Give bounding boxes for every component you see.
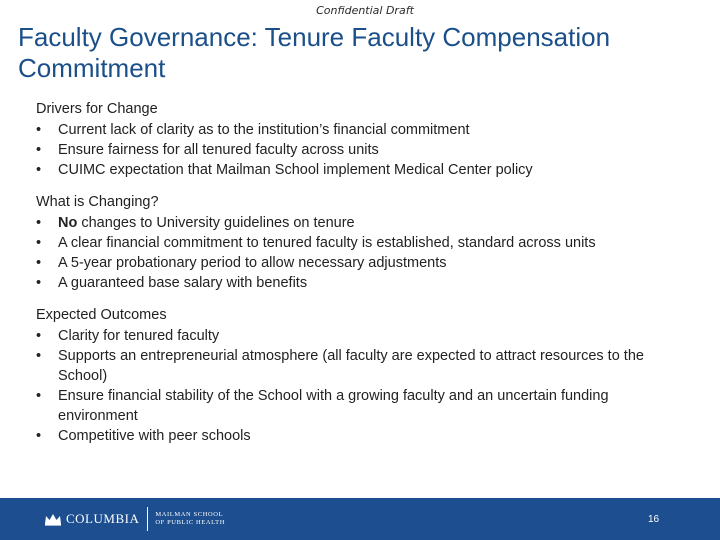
bullet-text: Clarity for tenured faculty: [58, 328, 220, 344]
slide-title: Faculty Governance: Tenure Faculty Compensation Commitment: [18, 22, 611, 83]
list-item: [36, 426, 686, 446]
columbia-wordmark: COLUMBIA: [66, 511, 140, 526]
crown-icon: [44, 512, 62, 526]
bullet-marker: •: [36, 348, 42, 364]
bullet-text: Ensure fairness for all tenured faculty across units: [58, 142, 379, 158]
section-expected-outcomes: [36, 305, 686, 446]
bullet-marker: •: [36, 275, 42, 291]
bullet-marker: •: [36, 388, 42, 404]
page-number: 16: [648, 514, 660, 525]
logo-divider: [147, 507, 148, 531]
slide-content: [36, 99, 686, 458]
list-item: [36, 346, 686, 386]
bullet-text: changes to University guidelines on tenure: [77, 215, 355, 231]
bullet-text: CUIMC expectation that Mailman School implement Medical Center policy: [58, 162, 533, 178]
list-item: [36, 213, 686, 233]
list-item: [36, 160, 686, 180]
bullet-list: [36, 120, 686, 180]
section-heading: What is Changing?: [36, 194, 159, 210]
bullet-text: A clear financial commitment to tenured faculty is established, standard across units: [58, 235, 596, 251]
list-item: [36, 233, 686, 253]
bullet-marker: •: [36, 162, 42, 178]
list-item: [36, 386, 686, 426]
columbia-mailman-logo: [44, 507, 225, 531]
list-item: [36, 140, 686, 160]
bullet-text: Supports an entrepreneurial atmosphere (all faculty are expected to attract resources to the School): [58, 348, 644, 384]
bullet-marker: •: [36, 255, 42, 271]
school-line-1: MAILMAN SCHOOL: [155, 511, 224, 518]
footer-bar: [0, 498, 720, 540]
list-item: [36, 120, 686, 140]
bullet-bold-text: No: [58, 215, 78, 231]
bullet-marker: •: [36, 122, 42, 138]
bullet-text: Competitive with peer schools: [58, 428, 251, 444]
bullet-list: [36, 213, 686, 293]
bullet-list: [36, 326, 686, 446]
bullet-marker: •: [36, 328, 42, 344]
bullet-marker: •: [36, 235, 42, 251]
bullet-text: A guaranteed base salary with benefits: [58, 275, 308, 291]
bullet-marker: •: [36, 142, 42, 158]
bullet-marker: •: [36, 215, 42, 231]
section-drivers-for-change: [36, 99, 686, 180]
bullet-text: A 5-year probationary period to allow necessary adjustments: [58, 255, 447, 271]
bullet-marker: •: [36, 428, 42, 444]
section-what-is-changing: [36, 192, 686, 293]
school-line-2: OF PUBLIC HEALTH: [155, 519, 226, 526]
school-name: [155, 511, 225, 527]
confidential-draft-note: Confidential Draft: [316, 4, 414, 17]
list-item: [36, 326, 686, 346]
list-item: [36, 273, 686, 293]
bullet-text: Current lack of clarity as to the institution’s financial commitment: [58, 122, 470, 138]
bullet-text: Ensure financial stability of the School with a growing faculty and an uncertain funding environment: [58, 388, 609, 424]
section-heading: Expected Outcomes: [36, 307, 167, 323]
section-heading: Drivers for Change: [36, 101, 158, 117]
list-item: [36, 253, 686, 273]
